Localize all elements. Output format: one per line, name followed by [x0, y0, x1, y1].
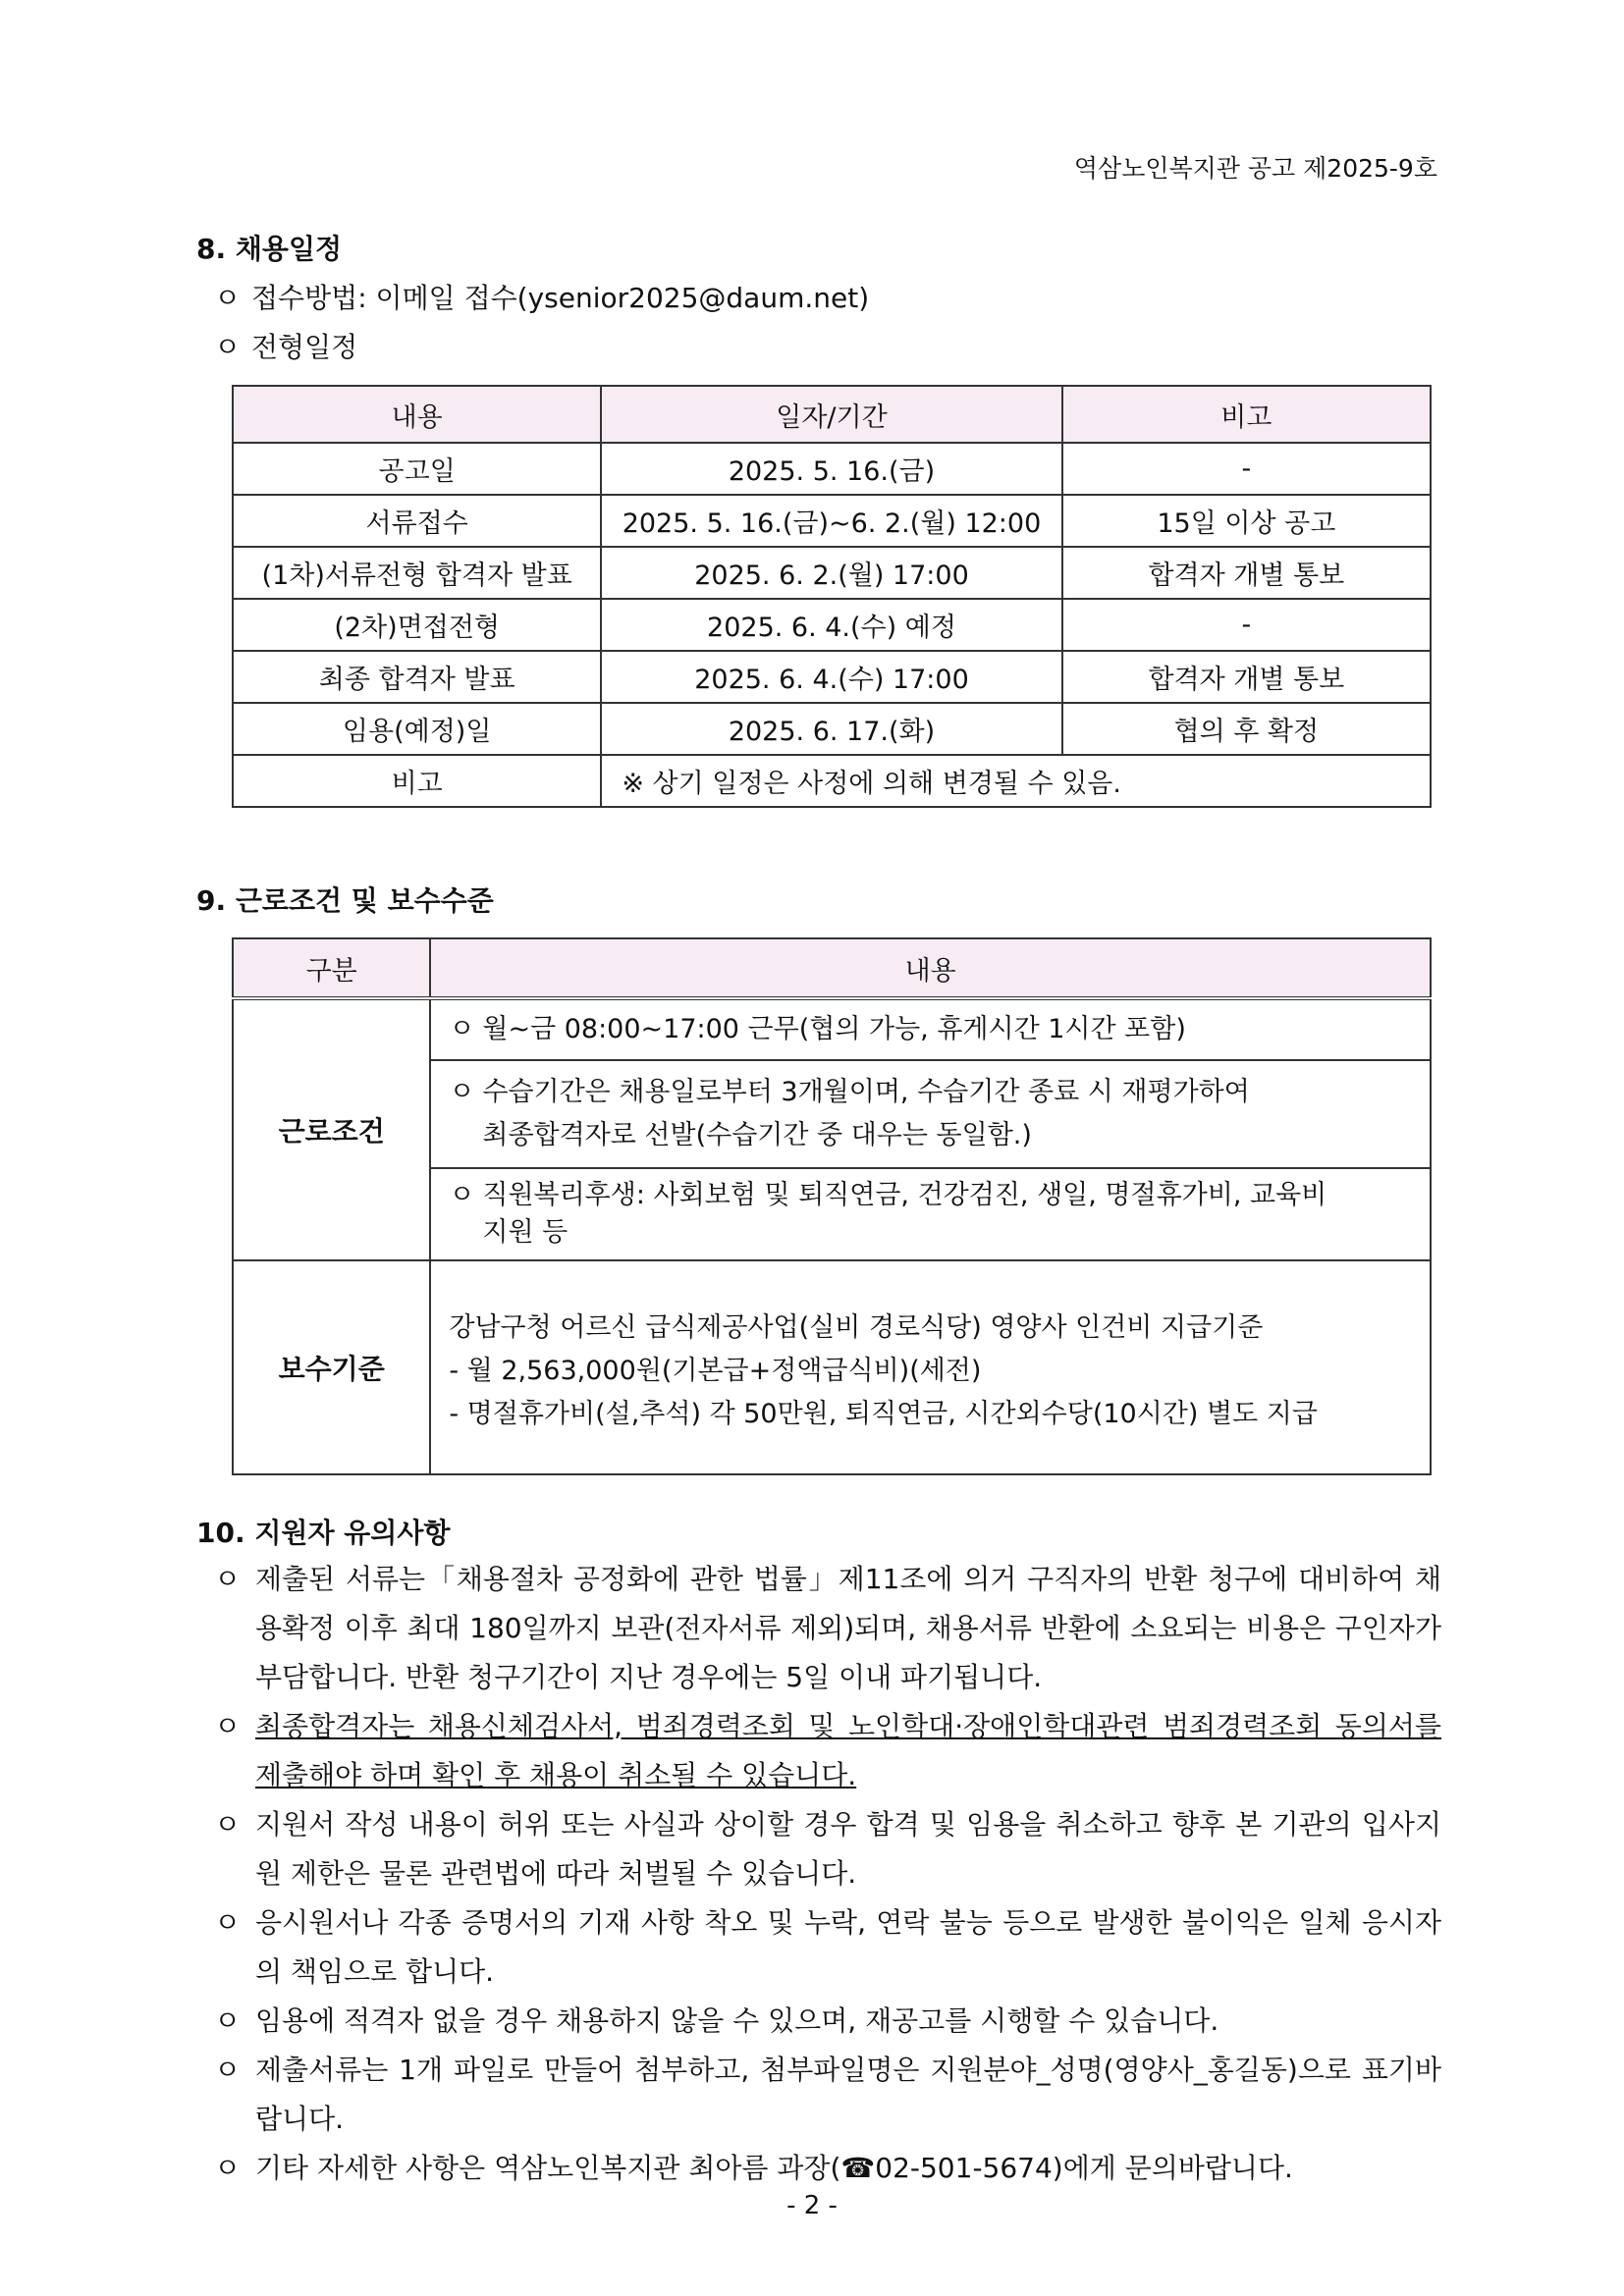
table-row-remark [233, 755, 1431, 807]
notice-item [214, 1702, 1441, 1800]
notice-item [214, 1800, 1441, 1898]
notice-item [214, 2046, 1441, 2144]
page-number: - 2 - [786, 2191, 838, 2220]
remark-text: ※ 상기 일정은 사정에 의해 변경될 수 있음. [601, 755, 1431, 807]
notice-item [214, 1997, 1441, 2046]
work-condition-text: 최종합격자로 선발(수습기간 중 대우는 동일함.) [482, 1120, 1032, 1150]
table-cell: 15일 이상 공고 [1062, 495, 1431, 547]
table-cell: 2025. 5. 16.(금) [601, 443, 1061, 495]
notice-text-underlined: 최종합격자는 채용신체검사서, 범죄경력조회 및 노인학대·장애인학대관련 범죄경력조회 동의서를 제출해야 하며 확인 후 채용이 취소될 수 있습니다. [255, 1710, 1441, 1791]
pay-line: 강남구청 어르신 급식제공사업(실비 경로식당) 영양사 인건비 지급기준 [449, 1312, 1264, 1343]
conditions-table [232, 937, 1432, 1475]
pay-standard-label: 보수기준 [233, 1260, 430, 1474]
table-row [233, 1260, 1431, 1474]
notice-item [214, 1898, 1441, 1997]
column-header: 일자/기간 [601, 386, 1061, 443]
notice-text: 임용에 적격자 없을 경우 채용하지 않을 수 있으며, 재공고를 시행할 수 있습니다. [255, 2004, 1219, 2037]
pay-line: - 명절휴가비(설,추석) 각 50만원, 퇴직연금, 시간외수당(10시간) 별도 지급 [449, 1399, 1318, 1429]
table-cell: 2025. 6. 17.(화) [601, 703, 1061, 755]
work-condition-text: 수습기간은 채용일로부터 3개월이며, 수습기간 종료 시 재평가하여 [482, 1077, 1250, 1107]
section-10-title: 10. 지원자 유의사항 [196, 1517, 451, 1549]
schedule-label: 전형일정 [251, 331, 358, 363]
table-cell: 임용(예정)일 [233, 703, 601, 755]
bullet-mark: ㅇ [214, 2004, 242, 2037]
bullet-item [214, 277, 869, 316]
bullet-mark: ㅇ [449, 1014, 475, 1044]
table-cell: 서류접수 [233, 495, 601, 547]
notice-text: 응시원서나 각종 증명서의 기재 사항 착오 및 누락, 연락 불능 등으로 발생한 불이익은 일체 응시자의 책임으로 합니다. [255, 1906, 1441, 1988]
table-header-row [233, 938, 1431, 998]
work-condition-item [430, 1168, 1431, 1260]
bullet-mark: ㅇ [214, 1808, 242, 1841]
work-condition-item [430, 1060, 1431, 1168]
column-header: 구분 [233, 938, 430, 998]
table-cell: - [1062, 443, 1431, 495]
table-cell: - [1062, 599, 1431, 651]
table-cell: 협의 후 확정 [1062, 703, 1431, 755]
work-condition-text: 월~금 08:00~17:00 근무(협의 가능, 휴게시간 1시간 포함) [482, 1014, 1186, 1044]
section-9-title: 9. 근로조건 및 보수수준 [196, 884, 494, 917]
work-condition-text: 직원복리후생: 사회보험 및 퇴직연금, 건강검진, 생일, 명절휴가비, 교육비 [482, 1180, 1327, 1210]
bullet-mark: ㅇ [214, 331, 242, 363]
bullet-mark: ㅇ [214, 1710, 242, 1742]
table-cell: 합격자 개별 통보 [1062, 547, 1431, 599]
section-8-title: 8. 채용일정 [196, 233, 343, 265]
table-row [233, 651, 1431, 703]
table-row [233, 703, 1431, 755]
bullet-mark: ㅇ [214, 2152, 242, 2184]
table-cell: 2025. 5. 16.(금)~6. 2.(월) 12:00 [601, 495, 1061, 547]
column-header: 비고 [1062, 386, 1431, 443]
pay-line: - 월 2,563,000원(기본급+정액급식비)(세전) [449, 1356, 982, 1386]
bullet-mark: ㅇ [214, 1906, 242, 1939]
table-header-row [233, 386, 1431, 443]
bullet-mark: ㅇ [449, 1077, 475, 1107]
submission-method: 접수방법: 이메일 접수(ysenior2025@daum.net) [251, 282, 870, 314]
schedule-table [232, 385, 1432, 808]
pay-standard-content [430, 1260, 1431, 1474]
bullet-mark: ㅇ [449, 1180, 475, 1210]
table-cell: 2025. 6. 4.(수) 예정 [601, 599, 1061, 651]
table-cell: 최종 합격자 발표 [233, 651, 601, 703]
work-conditions-label: 근로조건 [233, 998, 430, 1260]
notice-item [214, 2144, 1441, 2193]
table-cell: (2차)면접전형 [233, 599, 601, 651]
table-cell: 공고일 [233, 443, 601, 495]
column-header: 내용 [430, 938, 1431, 998]
notice-text: 제출된 서류는「채용절차 공정화에 관한 법률」제11조에 의거 구직자의 반환 청구에 대비하여 채용확정 이후 최대 180일까지 보관(전자서류 제외)되며, 채용서류 반환에 소요되는 비용은 구인자가 부담합니다. 반환 청구기간이 지난 경우에는 5일 이내 파기됩니다. [255, 1563, 1441, 1693]
table-cell: (1차)서류전형 합격자 발표 [233, 547, 601, 599]
work-condition-item [430, 998, 1431, 1060]
bullet-item [214, 326, 357, 365]
notice-text: 기타 자세한 사항은 역삼노인복지관 최아름 과장(☎02-501-5674)에게 문의바랍니다. [255, 2152, 1293, 2184]
table-row [233, 495, 1431, 547]
table-row [233, 599, 1431, 651]
notice-text: 제출서류는 1개 파일로 만들어 첨부하고, 첨부파일명은 지원분야_성명(영양사_홍길동)으로 표기바랍니다. [255, 2054, 1441, 2135]
notice-text: 지원서 작성 내용이 허위 또는 사실과 상이할 경우 합격 및 임용을 취소하고 향후 본 기관의 입사지원 제한은 물론 관련법에 따라 처벌될 수 있습니다. [255, 1808, 1441, 1890]
bullet-mark: ㅇ [214, 1563, 242, 1595]
table-cell: 2025. 6. 4.(수) 17:00 [601, 651, 1061, 703]
bullet-mark: ㅇ [214, 282, 242, 314]
notice-item [214, 1555, 1441, 1702]
table-cell: 2025. 6. 2.(월) 17:00 [601, 547, 1061, 599]
work-condition-text: 지원 등 [482, 1217, 568, 1248]
table-cell: 합격자 개별 통보 [1062, 651, 1431, 703]
column-header: 내용 [233, 386, 601, 443]
table-row [233, 443, 1431, 495]
remark-label: 비고 [233, 755, 601, 807]
table-row [233, 547, 1431, 599]
table-row [233, 998, 1431, 1060]
document-number: 역삼노인복지관 공고 제2025-9호 [1073, 154, 1437, 183]
bullet-mark: ㅇ [214, 2054, 242, 2086]
